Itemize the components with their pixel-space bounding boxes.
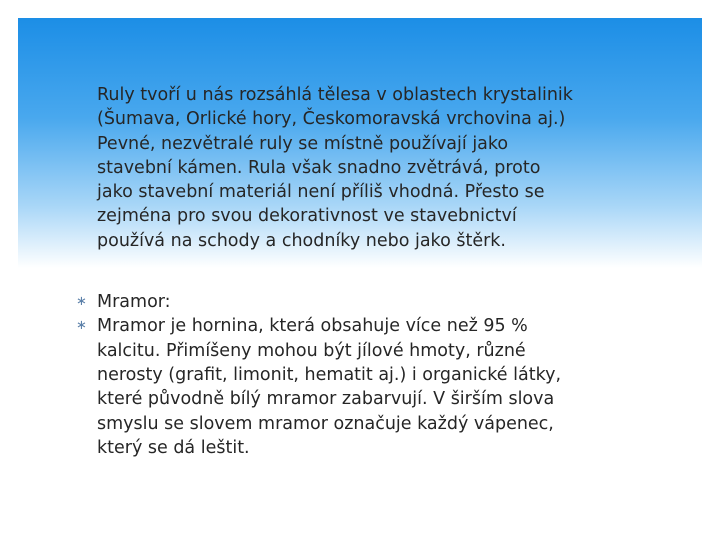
bullet-line: které původně bílý mramor zabarvují. V širším slova: [97, 389, 555, 410]
intro-line: (Šumava, Orlické hory, Českomoravská vrchovina aj.): [97, 109, 566, 130]
intro-line: jako stavební materiál není příliš vhodná. Přesto se: [97, 182, 545, 203]
bullet-line: Mramor je hornina, která obsahuje více než 95 %: [97, 316, 528, 337]
intro-line: zejména pro svou dekorativnost ve stavebnictví: [97, 206, 517, 227]
asterisk-bullet-icon: ∗: [76, 294, 87, 310]
bullet-line: Mramor:: [97, 292, 171, 313]
intro-paragraph: [72, 83, 632, 253]
slide-content: [72, 83, 632, 460]
bullet-line: kalcitu. Přimíšeny mohou být jílové hmoty, různé: [97, 340, 526, 361]
bullet-line: smyslu se slovem mramor označuje každý vápenec,: [97, 413, 554, 434]
bullet-line: který se dá leštit.: [97, 437, 250, 458]
intro-line: Pevné, nezvětralé ruly se místně používají jako: [97, 133, 509, 154]
intro-line: Ruly tvoří u nás rozsáhlá tělesa v oblastech krystalinik: [97, 85, 573, 105]
bullet-list: [72, 290, 632, 460]
bullet-item-mramor-heading: [72, 290, 632, 314]
asterisk-bullet-icon: ∗: [76, 318, 87, 334]
intro-line: používá na schody a chodníky nebo jako štěrk.: [97, 230, 506, 251]
bullet-line: nerosty (grafit, limonit, hematit aj.) i organické látky,: [97, 364, 562, 385]
intro-line: stavební kámen. Rula však snadno zvětrává, proto: [97, 157, 541, 178]
bullet-item-mramor-description: [72, 314, 632, 460]
